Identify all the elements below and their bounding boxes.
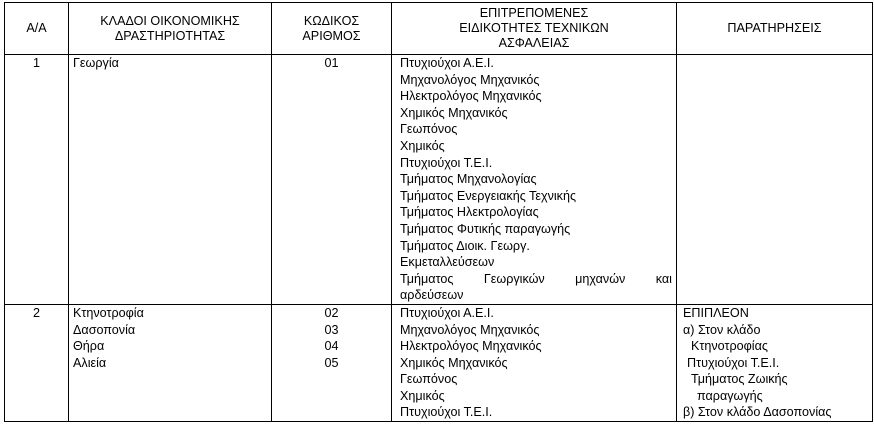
specialty-item: Χημικός Μηχανικός [400, 355, 508, 370]
row-sectors: Κτηνοτροφία Δασοπονία Θήρα Αλιεία [69, 304, 272, 421]
justified-word: Τμήματος [400, 271, 454, 286]
header-specialties: ΕΠΙΤΡΕΠΟΜΕΝΕΣ ΕΙΔΙΚΟΤΗΤΕΣ ΤΕΧΝΙΚΩΝ ΑΣΦΑΛΕΙΑΣ [392, 3, 677, 55]
specialty-item: Μηχανολόγος Μηχανικός [400, 322, 540, 337]
specialty-item-justified [400, 271, 672, 288]
justified-word: μηχανών [575, 271, 626, 286]
note-line: α) Στον κλάδο [683, 322, 761, 337]
row-aa: 2 [5, 304, 69, 421]
specialty-item: Ηλεκτρολόγος Μηχανικός [400, 89, 542, 104]
row-notes [677, 304, 873, 421]
table-row [5, 304, 873, 421]
specialty-item: Πτυχιούχοι Τ.Ε.Ι. [400, 155, 493, 170]
specialty-item: Πτυχιούχοι Α.Ε.Ι. [400, 56, 494, 70]
row-aa: 1 [5, 55, 69, 305]
note-line: β) Στον κλάδο Δασοπονίας [683, 405, 832, 420]
specialty-item: Πτυχιούχοι Α.Ε.Ι. [400, 305, 494, 320]
row-specialties [392, 55, 677, 305]
note-line: παραγωγής [697, 388, 763, 403]
specialty-item: Τμήματος Ενεργειακής Τεχνικής [400, 188, 577, 203]
specialty-item: Τμήματος Διοικ. Γεωργ. [400, 238, 530, 253]
specialty-item: Χημικός [400, 388, 445, 403]
note-line: Κτηνοτροφίας [691, 339, 768, 354]
note-line: ΕΠΙΠΛΕΟΝ [683, 305, 749, 320]
table-row [5, 55, 873, 305]
specialty-item: Πτυχιούχοι Τ.Ε.Ι. [400, 405, 493, 420]
specialty-item: Τμήματος Φυτικής παραγωγής [400, 221, 571, 236]
header-code: ΚΩΔΙΚΟΣ ΑΡΙΘΜΟΣ [272, 3, 392, 55]
justified-word: και [655, 271, 672, 286]
specialty-item: Τμήματος Ηλεκτρολογίας [400, 205, 539, 220]
header-aa: Α/Α [5, 3, 69, 55]
row-codes: 01 [272, 55, 392, 305]
row-sectors: Γεωργία [69, 55, 272, 305]
specialty-item: Ηλεκτρολόγος Μηχανικός [400, 339, 542, 354]
justified-word: Γεωργικών [483, 271, 545, 286]
specialty-item: Μηχανολόγος Μηχανικός [400, 72, 540, 87]
specialty-item: Γεωπόνος [400, 372, 458, 387]
specialty-item: αρδεύσεων [400, 288, 464, 303]
row-codes: 02 03 04 05 [272, 304, 392, 421]
specialty-item: Εκμεταλλεύσεων [400, 255, 495, 270]
note-line: Πτυχιούχοι Τ.Ε.Ι. [687, 355, 780, 370]
row-specialties [392, 304, 677, 421]
regulation-table [4, 2, 873, 422]
specialty-item: Γεωπόνος [400, 122, 458, 137]
specialty-item: Χημικός [400, 138, 445, 153]
header-sector: ΚΛΑΔΟΙ ΟΙΚΟΝΟΜΙΚΗΣ ΔΡΑΣΤΗΡΙΟΤΗΤΑΣ [69, 3, 272, 55]
header-notes: ΠΑΡΑΤΗΡΗΣΕΙΣ [677, 3, 873, 55]
header-row [5, 3, 873, 55]
specialty-item: Χημικός Μηχανικός [400, 105, 508, 120]
row-notes [677, 55, 873, 305]
specialty-item: Τμήματος Μηχανολογίας [400, 172, 537, 187]
note-line: Τμήματος Ζωικής [691, 372, 788, 387]
